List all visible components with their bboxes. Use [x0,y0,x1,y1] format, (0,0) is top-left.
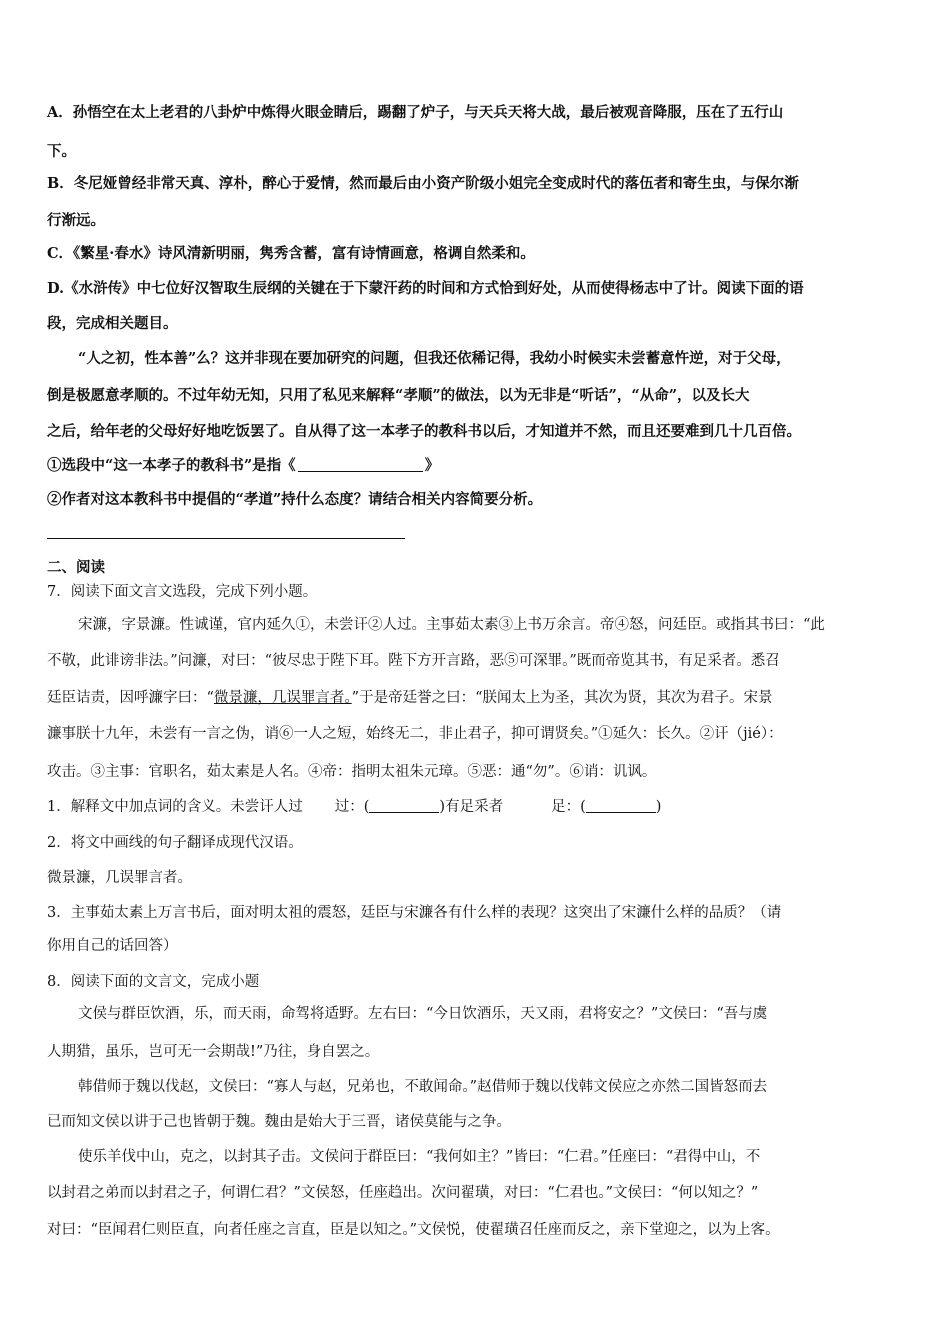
text8-line7: 对曰：“臣闻君仁则臣直，向者任座之言直，臣是以知之。”文侯悦，使翟璜召任座而反之，亲下堂迎之，以为上客。 [47,1222,780,1238]
answer-blank-book[interactable] [298,457,423,472]
question1-prefix: ①选段中“这一本孝子的教科书”是指《 [47,457,296,474]
text8-line6: 以封君之弟而以封君之子，何谓仁君？”文侯怒，任座趋出。次问翟璜，对曰：“仁君也。”文侯曰：“何以知之？” [47,1185,759,1201]
answer-blank-guo[interactable] [369,798,439,813]
word-guo-label: 过：( [334,799,370,815]
word-zu-label: 足：( [551,799,586,815]
text7-line3-start: 廷臣诘责，因呼濂字曰：“ [47,690,214,706]
passage1-line3: 之后，给年老的父母好好地吃饭罢了。自从得了这一本孝子的教科书以后，才知道并不然，而且还要难到几十几百倍。 [47,423,801,440]
option-b-line1: B．冬尼娅曾经非常天真、淳朴，醉心于爱情，然而最后由小资产阶级小姐完全变成时代的落伍者和寄生虫，与保尔渐 [47,175,799,192]
option-c: C．《繁星·春水》诗风清新明丽，隽秀含蓄，富有诗情画意，格调自然柔和。 [47,245,535,262]
question7-1-text: 1．解释文中加点词的含义。未尝讦人过 [47,799,303,815]
text8-line3: 韩借师于魏以伐赵，文侯曰：“寡人与赵，兄弟也，不敢闻命。”赵借师于魏以伐韩文侯应之亦然二国皆怒而去 [78,1079,768,1095]
text7-notes: 攻击。③主事：官职名，茹太素是人名。④帝：指明太祖朱元璋。⑤恶：通“勿”。⑥诮：讥讽。 [47,764,657,780]
text7-line2: 不敬，此诽谤非法。”问濂，对曰：“彼尽忠于陛下耳。陛下方开言路，恶⑤可深罪。”既而帝览其书，有足采者。悉召 [47,653,780,669]
option-a-line1: A．孙悟空在太上老君的八卦炉中炼得火眼金睛后，踢翻了炉子，与天兵天将大战，最后被观音降服，压在了五行山 [47,104,784,121]
text7-line3-end: ”于是帝廷誉之曰：“朕闻太上为圣，其次为贤，其次为君子。宋景 [351,690,773,706]
underlined-sentence: 微景濂，几误罪言者。 [213,690,352,706]
word-zu-context: )有足采者 [439,799,504,815]
option-d-line2: 段，完成相关题目。 [47,315,178,332]
question7-3-line1: 3．主事茹太素上万言书后，面对明太祖的震怒，廷臣与宋濂各有什么样的表现？这突出了宋濂什么样的品质？（请 [47,905,782,921]
question7-intro: 7．阅读下面文言文选段，完成下列小题。 [47,584,318,600]
question7-2-sentence: 微景濂，几误罪言者。 [47,870,192,886]
question1-suffix: 》 [424,457,440,474]
question7-2: 2．将文中画线的句子翻译成现代汉语。 [47,835,303,851]
text8-line5: 使乐羊伐中山，克之，以封其子击。文侯问于群臣曰：“我何如主？”皆曰：“仁君。”任座曰：“君得中山，不 [78,1149,761,1165]
passage1-line1: “人之初，性本善”么？这并非现在要加研究的问题，但我还依稀记得，我幼小时候实未尝蓄意忤逆，对于父母， [78,350,791,367]
answer-line[interactable] [47,538,405,539]
option-a-line2: 下。 [47,143,76,160]
question8-intro: 8．阅读下面的文言文，完成小题 [47,974,260,990]
section-heading: 二、阅读 [47,559,105,576]
option-b-line2: 行渐远。 [47,212,105,229]
question7-1 [47,797,907,817]
option-d-line1: D.《水浒传》中七位好汉智取生辰纲的关键在于下蒙汗药的时间和方式恰到好处，从而使得杨志中了计。阅读下面的语 [47,280,804,297]
text8-line1: 文侯与群臣饮酒，乐，而天雨，命驾将适野。左右曰：“今日饮酒乐，天又雨，君将安之？”文侯曰：“吾与虞 [78,1006,768,1022]
passage1-question1 [47,456,907,476]
text7-line3 [47,688,907,708]
text7-line4: 濂事朕十九年，未尝有一言之伪，诮⑥一人之短，始终无二，非止君子，抑可谓贤矣。”①延久：长久。②讦（jié）： [47,726,783,742]
passage1-line2: 倒是极愿意孝顺的。不过年幼无知，只用了私见来解释“孝顺”的做法，以为无非是“听话”，“从命”，以及长大 [47,387,750,404]
text8-line2: 人期猎，虽乐，岂可无一会期哉!”乃往，身自罢之。 [47,1044,380,1060]
text8-line4: 已而知文侯以讲于己也皆朝于魏。魏由是始大于三晋，诸侯莫能与之争。 [47,1114,511,1130]
passage1-question2: ②作者对这本教科书中提倡的“孝道”持什么态度？请结合相关内容简要分析。 [47,491,543,508]
question7-3-line2: 你用自己的话回答） [47,938,178,954]
close-paren: ) [655,799,662,815]
answer-blank-zu[interactable] [586,798,656,813]
text7-line1: 宋濂，字景濂。性诚谨，官内延久①，未尝讦②人过。主事茹太素③上书万余言。帝④怒，问廷臣。或指其书曰：“此 [78,617,825,633]
